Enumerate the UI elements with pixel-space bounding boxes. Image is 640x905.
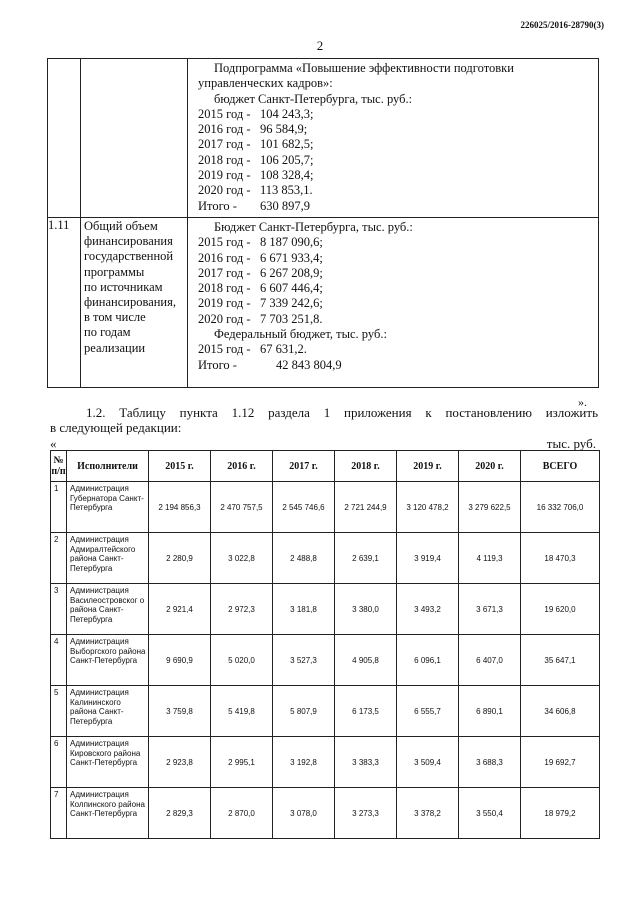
table-row: 3 Администрация Василеостровског о района Санкт-Петербурга 2 921,4 2 972,3 3 181,8 3 380,0 3 493,2 3 671,3 19 620,0 (51, 584, 600, 635)
document-id: 226025/2016-28790(3) (520, 20, 604, 30)
spb-year-row: 2019 год - 7 339 242,6; (198, 296, 323, 311)
table-row: 5 Администрация Калининского района Санкт-Петербурга 3 759,8 5 419,8 5 807,9 6 173,5 6 555,7 6 890,1 34 606,8 (51, 686, 600, 737)
table-header-row (51, 451, 600, 482)
subprogram-total-row: Итого - 630 897,9 (198, 198, 310, 213)
table-row: 4 Администрация Выборгского района Санкт-Петербурга 9 690,9 5 020,0 3 527,3 4 905,8 6 096,1 6 407,0 35 647,1 (51, 635, 600, 686)
table-row: 1 Администрация Губернатора Санкт-Петербурга 2 194 856,3 2 470 757,5 2 545 746,6 2 721 244,9 3 120 478,2 3 279 622,5 16 332 706,0 (51, 482, 600, 533)
paragraph-line2: в следующей редакции: (50, 420, 182, 435)
col-header-2020: 2020 г. (459, 451, 521, 482)
item-label-cell: Общий объем финансирования государственной программы по источникам финансирования, в том числе по годам реализации (81, 218, 188, 388)
spb-year-row: 2015 год - 8 187 090,6; (198, 235, 323, 250)
subprogram-budget-label: бюджет Санкт-Петербурга, тыс. руб.: (214, 91, 413, 106)
closing-quote: ». (578, 395, 587, 409)
subprogram-title-line2: управленческих кадров»: (198, 76, 333, 91)
col-header-2019: 2019 г. (397, 451, 459, 482)
col-header-total: ВСЕГО (521, 451, 600, 482)
col-header-2017: 2017 г. (273, 451, 335, 482)
item-number: 1.11 (48, 218, 81, 388)
federal-budget-label: Федеральный бюджет, тыс. руб.: (214, 327, 387, 342)
col-header-number: № п/п (51, 451, 67, 482)
subprogram-year-row: 2018 год - 106 205,7; (198, 152, 314, 167)
col-header-2018: 2018 г. (335, 451, 397, 482)
subprogram-year-row: 2016 год - 96 584,9; (198, 122, 308, 137)
spb-year-row: 2017 год - 6 267 208,9; (198, 265, 323, 280)
subprogram-title-line1: Подпрограмма «Повышение эффективности подготовки (214, 61, 514, 75)
subprogram-year-row: 2015 год - 104 243,3; (198, 106, 314, 121)
opening-quote: « (50, 436, 57, 451)
paragraph-line1: 1.2. Таблицу пункта 1.12 раздела 1 приложения к постановлению изложить (86, 405, 598, 420)
table-row: 2 Администрация Адмиралтейского района Санкт-Петербурга 2 280,9 3 022,8 2 488,8 2 639,1 3 919,4 4 119,3 18 470,3 (51, 533, 600, 584)
federal-year-row: 2015 год - 67 631,2. (198, 342, 307, 357)
item-1-11-row (48, 218, 599, 388)
empty-label-cell (81, 59, 188, 218)
col-header-executors: Исполнители (67, 451, 149, 482)
units-label: тыс. руб. (546, 436, 596, 451)
subprogram-cell (188, 59, 599, 218)
spb-year-row: 2016 год - 6 671 933,4; (198, 250, 323, 265)
amendment-paragraph (50, 405, 598, 435)
subprogram-year-row: 2020 год - 113 853,1. (198, 183, 313, 198)
spb-year-row: 2018 год - 6 607 446,4; (198, 281, 323, 296)
financing-cell (188, 218, 599, 388)
subprogram-year-row: 2017 год - 101 682,5; (198, 137, 314, 152)
subprogram-year-row: 2019 год - 108 328,4; (198, 168, 314, 183)
spb-year-row: 2020 год - 7 703 251,8. (198, 311, 323, 326)
spb-budget-label: Бюджет Санкт-Петербурга, тыс. руб.: (214, 220, 413, 234)
subprogram-row (48, 59, 599, 218)
program-passport-table (47, 58, 599, 388)
grand-total-row: Итого - 42 843 804,9 (198, 357, 342, 372)
table-row: 6 Администрация Кировского района Санкт-Петербурга 2 923,8 2 995,1 3 192,8 3 383,3 3 509,4 3 688,3 19 692,7 (51, 737, 600, 788)
table-row: 7 Администрация Колпинского района Санкт-Петербурга 2 829,3 2 870,0 3 078,0 3 273,3 3 378,2 3 550,4 18 979,2 (51, 788, 600, 839)
col-header-2015: 2015 г. (149, 451, 211, 482)
page-number: 2 (316, 38, 324, 53)
executors-table (50, 450, 600, 839)
col-header-2016: 2016 г. (211, 451, 273, 482)
empty-index-cell (48, 59, 81, 218)
